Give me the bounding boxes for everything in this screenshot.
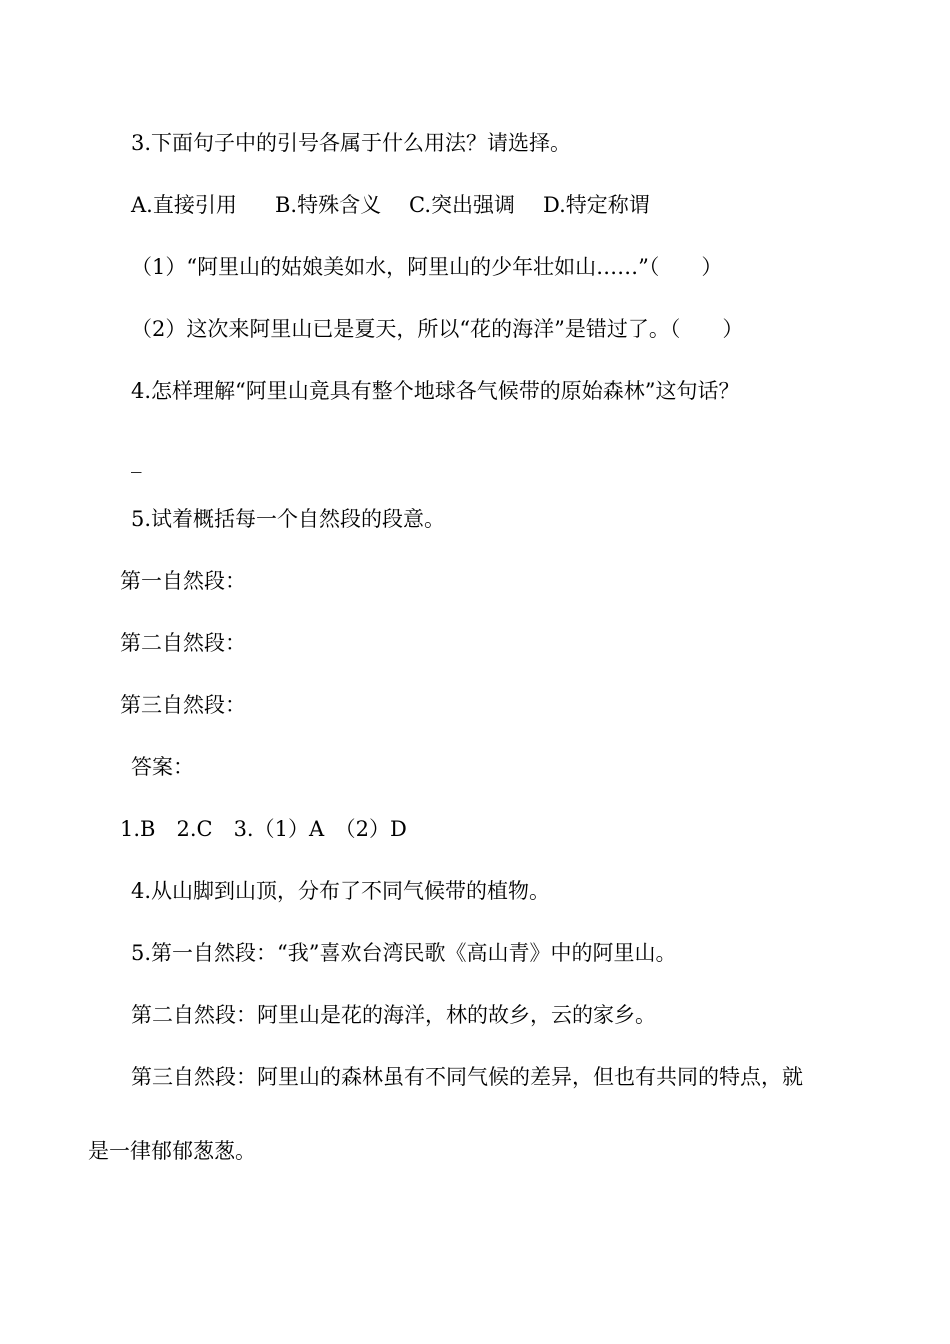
- question-4-prompt: 4.怎样理解“阿里山竟具有整个地球各气候带的原始森林”这句话？: [131, 379, 740, 403]
- question-3-item-2: （2）这次来阿里山已是夏天，所以“花的海洋”是错过了。（ ）: [131, 317, 744, 341]
- question-5-prompt: 5.试着概括每一个自然段的段意。: [131, 507, 446, 531]
- answer-line-5a: 第三自然段：阿里山的森林虽有不同气候的差异，但也有共同的特点，就: [131, 1065, 803, 1089]
- answer-line-3: 5.第一自然段：“我”喜欢台湾民歌《高山青》中的阿里山。: [131, 941, 677, 965]
- answer-line-5b: 是一律郁郁葱葱。: [88, 1139, 256, 1163]
- paragraph-2-label: 第二自然段：: [120, 631, 246, 655]
- option-b: B.特殊含义: [275, 193, 382, 217]
- answer-line-2: 4.从山脚到山顶，分布了不同气候带的植物。: [131, 879, 551, 903]
- option-c: C.突出强调: [409, 193, 515, 217]
- question-3-prompt: 3.下面句子中的引号各属于什么用法？请选择。: [131, 131, 572, 155]
- answer-line-4: 第二自然段：阿里山是花的海洋，林的故乡，云的家乡。: [131, 1003, 656, 1027]
- question-4-answer-blank: _: [131, 449, 142, 473]
- answers-heading: 答案：: [131, 755, 194, 779]
- option-a: A.直接引用: [131, 193, 237, 217]
- option-d: D.特定称谓: [543, 193, 650, 217]
- question-3-item-1: （1）“阿里山的姑娘美如水，阿里山的少年壮如山……”（ ）: [131, 255, 723, 279]
- answer-line-1: 1.B 2.C 3.（1）A （2）D: [120, 817, 407, 841]
- paragraph-1-label: 第一自然段：: [120, 569, 246, 593]
- paragraph-3-label: 第三自然段：: [120, 693, 246, 717]
- question-3-options: [131, 191, 650, 219]
